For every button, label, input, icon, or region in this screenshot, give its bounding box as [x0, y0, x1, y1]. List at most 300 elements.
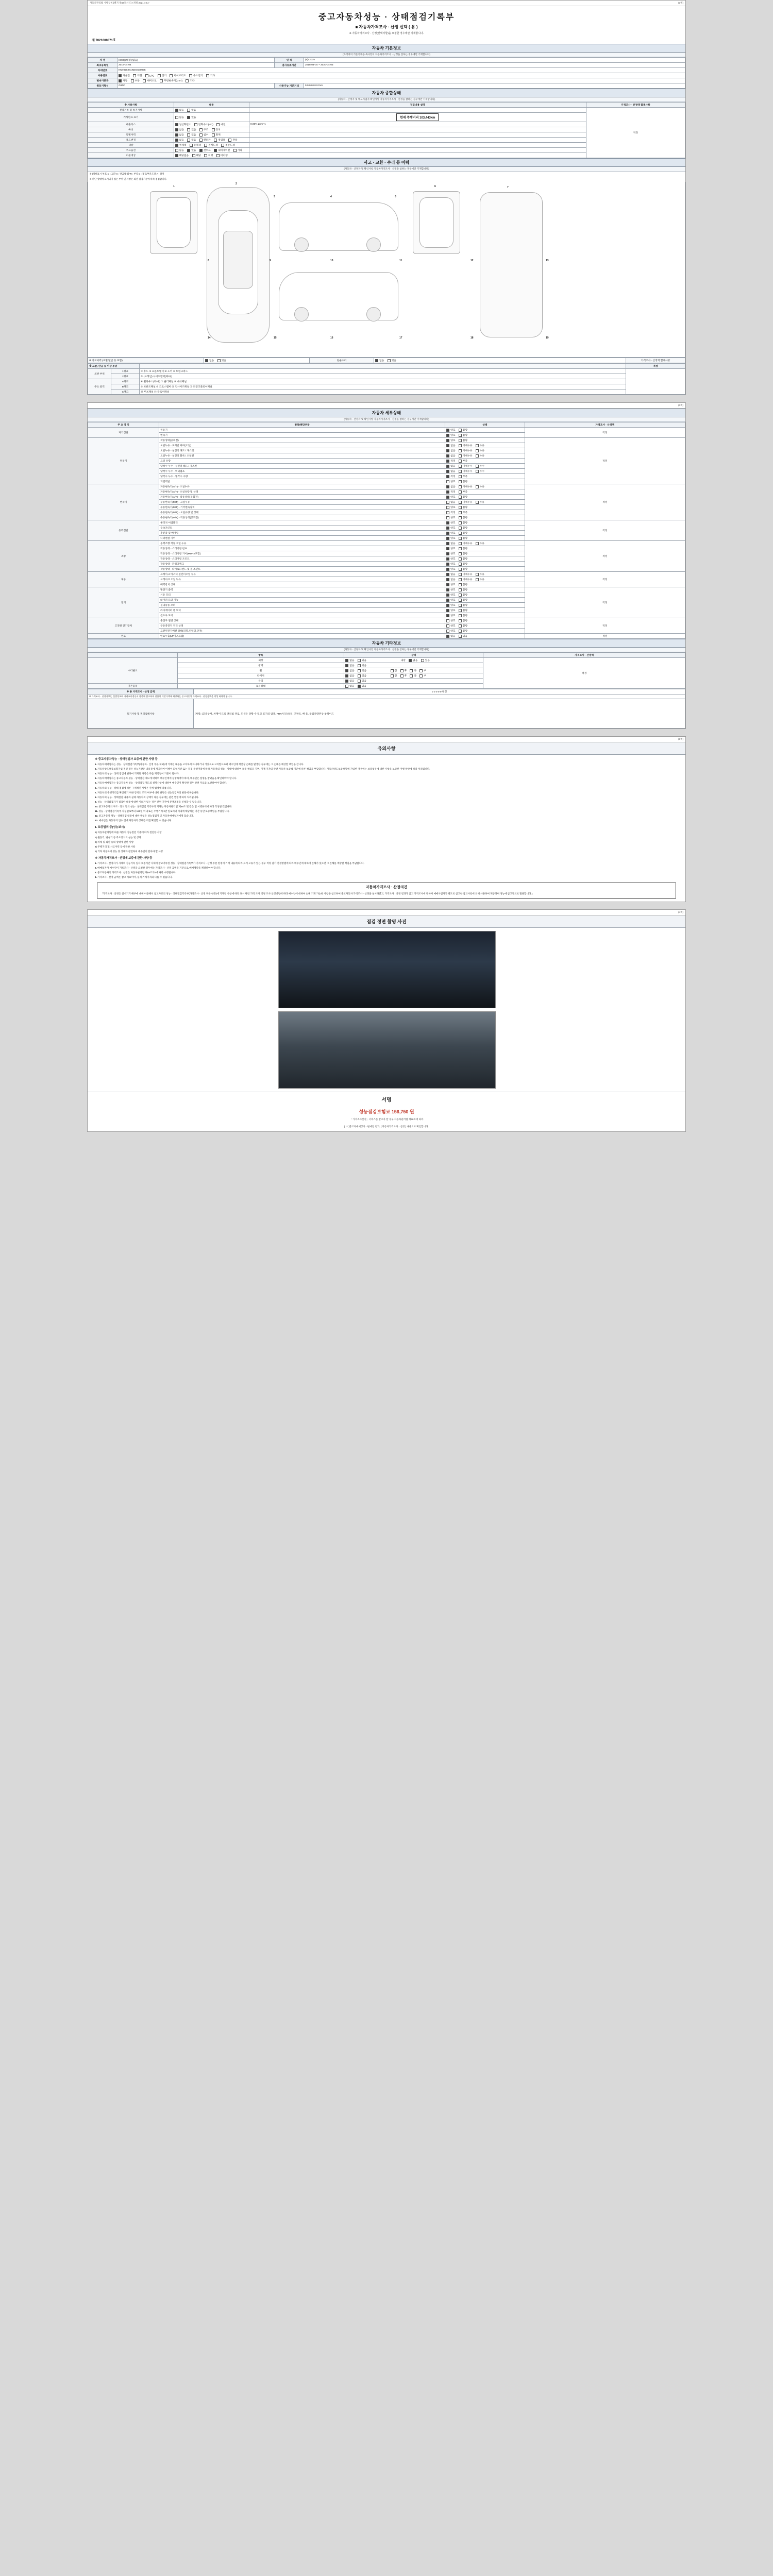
diagram-number-15: 15 [274, 336, 277, 340]
option-opt-none[interactable]: 없음 [175, 148, 184, 152]
state-none[interactable]: 없음 [446, 500, 455, 504]
car-under-view [480, 192, 543, 337]
state-bad[interactable]: 불량 [459, 624, 467, 628]
state-low[interactable]: 부족 [459, 474, 467, 478]
table-row [88, 369, 685, 374]
detail-item-4-4: 작동상태 - 파워크랭크 [159, 562, 445, 567]
state-bad[interactable]: 불량 [459, 598, 467, 602]
table-row [88, 438, 685, 443]
detail-state-7-1 [445, 623, 525, 629]
mileage-opt-none[interactable]: 없음 [175, 115, 184, 119]
state-yes[interactable]: 있음 [459, 634, 467, 638]
detail-item-2-5: 수동변속기(M/T) - 오일유량 및 상태 [159, 510, 445, 515]
special-sub-flood[interactable]: 침수 [199, 133, 208, 137]
fuel-option-gasoline[interactable]: 가솔린 [119, 74, 130, 77]
diagram-number-8: 8 [208, 259, 209, 262]
tuning-opt-none[interactable]: 없음 [175, 128, 184, 131]
table-row [88, 428, 685, 433]
detail-price-7: 적정 [525, 618, 685, 634]
detail-price-8: 적정 [525, 634, 685, 639]
state-bad[interactable]: 불량 [459, 588, 467, 591]
section-basic-title: 자동차 기본정보 [88, 44, 685, 53]
detail-col-main: 주 요 장 치 [88, 422, 159, 428]
state-good[interactable]: 양호 [446, 536, 455, 540]
recall-opt-na[interactable]: 해당없음 [175, 154, 189, 157]
tuning-sub-device[interactable]: 장치 [212, 128, 221, 131]
basic-label2-0: 연 식 [275, 58, 304, 63]
detail-price-6: 적정 [525, 587, 685, 618]
state-bad[interactable]: 불량 [459, 552, 467, 555]
state-leak[interactable]: 누유 [476, 578, 484, 581]
emission-smoke[interactable]: 매연 [216, 123, 225, 126]
detail-state-table [88, 422, 685, 639]
notice-sub-1: 2) 원동기, 변속기 등 주요장치의 성능 및 상태 [95, 836, 141, 839]
state-bad[interactable]: 불량 [459, 603, 467, 607]
trans-option-manual[interactable]: 수동 [131, 79, 140, 82]
accident-legend-2: ※ 하단 상태에 표기되지 않은 부위 및 사항은 외관 점검기준에 따라 점검합니다. [90, 178, 167, 180]
usechange-sub-gov[interactable]: 관용 [228, 138, 237, 142]
basic-label-1: 최초등록일 [88, 63, 117, 68]
notice-item-10: 11. 성능 · 상태점검기록부 작성일로부터 120일 이내 또는 주행거리 2만 킬로미터 이내에 해당하는 기간 동안 보증책임을 부담합니다. [95, 810, 230, 813]
int-none[interactable]: 없음 [409, 658, 417, 662]
state-bad[interactable]: 불량 [459, 619, 467, 622]
detail-price-0: 적정 [525, 428, 685, 438]
diagram-number-2: 2 [236, 182, 237, 185]
state-bad[interactable]: 불량 [459, 428, 467, 432]
rank-label-1: 2랭크 [111, 374, 140, 379]
state-good[interactable]: 양호 [446, 433, 455, 437]
state-bad[interactable]: 불량 [459, 480, 467, 483]
state-micro[interactable]: 미세누유 [459, 541, 473, 545]
detail-state-3-0 [445, 520, 525, 526]
emission-hc[interactable]: 탄화수소(HC) [194, 123, 213, 126]
special-opt-none[interactable]: 없음 [175, 133, 184, 137]
state-leak[interactable]: 누유 [476, 500, 484, 504]
notice-item2-3: 4. 가격조사 · 산정 금액은 참고 자료이며, 실제 거래가격과 다를 수 있습니다. [95, 876, 173, 879]
detail-group-6: 전기 [88, 587, 159, 618]
state-good[interactable]: 양호 [446, 598, 455, 602]
basic-label-5: 원동기형식 [88, 83, 117, 89]
state-none[interactable]: 없음 [446, 578, 455, 581]
state-good[interactable]: 양호 [446, 583, 455, 586]
notice-item2-2: 3. 중고자동차의 가격조사 · 산정은 자동차관리법 제58조의4에 따라 수행됩니다. [95, 871, 176, 874]
notice-header-bar [88, 737, 685, 742]
wheel-front[interactable]: 전 [391, 669, 397, 672]
detail-state-2-4 [445, 505, 525, 510]
color-opt-achromatic[interactable]: 무채색 [175, 143, 187, 147]
car-rear-body [419, 197, 453, 248]
state-good[interactable]: 양호 [446, 619, 455, 622]
notice-item-7: 8. 자동차의 성능 · 상태점검 내용과 실제 자동차의 상태가 다른 경우에는 관련 법령에 따라 처리됩니다. [95, 795, 199, 799]
rank-label-3: B랭크 [111, 384, 140, 389]
detail-item-6-1: 시동 모터 [159, 592, 445, 598]
table-row [88, 358, 685, 363]
document-number-label: 제 [92, 39, 95, 42]
table-header-row [88, 103, 685, 108]
basic-label2-1: 검사유효기간 [275, 63, 304, 68]
color-sub-full[interactable]: 전체도색 [204, 143, 218, 147]
wheel-rear[interactable]: 후 [400, 669, 407, 672]
state-good[interactable]: 양호 [446, 531, 455, 535]
state-none[interactable]: 없음 [446, 454, 455, 457]
overall-item-0: 전점기록 및 특기사항 [88, 108, 174, 113]
state-ok[interactable]: 적정 [446, 459, 455, 463]
usechange-opt-none[interactable]: 없음 [175, 138, 184, 142]
accident-none[interactable]: 없음 [205, 359, 214, 362]
detail-state-4-4 [445, 562, 525, 567]
state-none[interactable]: 없음 [446, 572, 455, 576]
state-good[interactable]: 양호 [446, 480, 455, 483]
section-accident-sub: (자동차 · 산정자 및 확인사항 자동차가격조사 · 산정을 참하는 경우에만 기재합니다) [88, 167, 685, 172]
detail-price-1: 적정 [525, 438, 685, 484]
notice-section-2: ※ 자동차가격조사 · 산정에 보증에 관한 사항 등 [95, 856, 153, 860]
detail-item-7-2: 고전원전기배선 상태(피복,커넥터,단자) [159, 629, 445, 634]
transmission-options [117, 78, 685, 83]
overall-opt-none[interactable]: 없음 [175, 108, 184, 112]
photo-front-image [278, 931, 496, 1008]
table-row [88, 374, 685, 379]
wheel-left[interactable]: 좌 [410, 669, 416, 672]
state-leak[interactable]: 누유 [476, 541, 484, 545]
document-number-row [88, 36, 685, 44]
tire-right[interactable]: 우 [419, 674, 426, 677]
state-bad[interactable]: 불량 [459, 608, 467, 612]
diagram-number-11: 11 [399, 259, 402, 262]
state-none[interactable]: 없음 [446, 485, 455, 488]
detail-state-5-0 [445, 572, 525, 577]
state-good[interactable]: 양호 [446, 495, 455, 499]
notice-sub-2: 3) 차체 및 외판 등의 상태에 관한 사항 [95, 840, 134, 843]
car-roof [223, 231, 253, 289]
tuning-sub-structure[interactable]: 구조 [199, 128, 208, 131]
emission-co[interactable]: 일산화탄소 [175, 123, 191, 126]
diagram-number-13: 13 [546, 259, 549, 262]
state-none[interactable]: 없음 [446, 541, 455, 545]
tire-none[interactable]: 없음 [345, 674, 354, 677]
notice-item-0: 1. 자동차매매업자는 성능 · 상태점검기록부(자동차 · 산정 부분 제외)에 기재된 내용을 고지하지 아니하거나 거짓으로 고지함으로써 매수인에 재산상 손해를 발생한 경우에는 그 손해를 배상할 책임을 갑니다. [95, 763, 304, 766]
state-micro[interactable]: 미세누유 [459, 454, 473, 457]
state-none[interactable]: 없음 [446, 634, 455, 638]
state-bad[interactable]: 불량 [459, 438, 467, 442]
detail-state-6-5 [445, 613, 525, 618]
state-micro[interactable]: 미세누유 [459, 444, 473, 447]
state-bad[interactable]: 불량 [459, 521, 467, 524]
other-state-polish [344, 663, 483, 668]
notice-item-12: 13. 매수인은 자동차의 인수 전에 자동차의 상태를 직접 확인할 수 있습니다. [95, 819, 172, 822]
option-opt-yes[interactable]: 있음 [187, 148, 196, 152]
state-good[interactable]: 양호 [446, 428, 455, 432]
basic-yes[interactable]: 있음 [358, 684, 366, 688]
state-none[interactable]: 없음 [446, 444, 455, 447]
detail-state-7-0 [445, 618, 525, 623]
state-good[interactable]: 양호 [446, 438, 455, 442]
state-leak[interactable]: 누유 [476, 572, 484, 576]
detail-state-6-2 [445, 598, 525, 603]
overall-opts-8 [174, 153, 249, 158]
table-header-row [88, 653, 685, 658]
fuel-option-electric[interactable]: 전기 [158, 74, 166, 77]
tire-yes[interactable]: 있음 [358, 674, 366, 677]
option-sub-sunroof[interactable]: 선루프 [199, 148, 211, 152]
state-bad[interactable]: 불량 [459, 547, 467, 550]
special-opt-yes[interactable]: 있음 [187, 133, 196, 137]
detail-item-6-4: 라디에이터 팬 모터 [159, 608, 445, 613]
detail-col-item: 항목/해당부품 [159, 422, 445, 428]
state-bad[interactable]: 불량 [459, 536, 467, 540]
fuel-option-diesel[interactable]: 디젤 [133, 74, 142, 77]
state-micro[interactable]: 미세누유 [459, 485, 473, 488]
recall-sub-notdone[interactable]: 미이행 [216, 154, 228, 157]
table-row [88, 689, 685, 694]
frame-group-label: 주요 골격 [88, 379, 111, 395]
state-ok[interactable]: 적정 [446, 490, 455, 494]
state-bad[interactable]: 불량 [459, 583, 467, 586]
accident-detail-price: 적정 [626, 364, 685, 369]
state-low[interactable]: 부족 [459, 459, 467, 463]
footer-note-1: 「 가격조사산정」서비스를 받고자 할 경우 자동차관리법 제58조에 따라 [349, 1117, 424, 1121]
usechange-sub-business[interactable]: 영업용 [214, 138, 225, 142]
basic-none[interactable]: 없음 [345, 684, 354, 688]
state-micro[interactable]: 미세누수 [459, 469, 473, 473]
accident-detail-title: ※ 교환, 판금 등 이상 부위 [88, 364, 140, 369]
usechange-opt-yes[interactable]: 있음 [187, 138, 196, 142]
state-bad[interactable]: 불량 [459, 531, 467, 535]
detail-item-1-6: 냉각수 누수 - 워터펌프 [159, 469, 445, 474]
diagram-number-6: 6 [434, 185, 436, 188]
state-good[interactable]: 양호 [446, 629, 455, 633]
detail-state-1-8 [445, 479, 525, 484]
detail-state-4-1 [445, 546, 525, 551]
state-bad[interactable]: 불량 [459, 495, 467, 499]
diagram-number-1: 1 [173, 185, 175, 188]
overall-opts-4 [174, 132, 249, 138]
trans-option-cvt[interactable]: 무단변속기(CVT) [160, 79, 182, 82]
diagram-number-19: 19 [546, 336, 549, 340]
overall-col-item: ※ 사용사항 [88, 103, 174, 108]
state-bad[interactable]: 불량 [459, 567, 467, 571]
basic-label-4: 변속기종류 [88, 78, 117, 83]
color-sub-partial[interactable]: 부분도색 [221, 143, 235, 147]
inspection-fee-unit: 원 [409, 1109, 414, 1114]
state-bad[interactable]: 불량 [459, 562, 467, 566]
tuning-opt-yes[interactable]: 있음 [187, 128, 196, 131]
detail-state-4-2 [445, 551, 525, 556]
table-row [88, 384, 685, 389]
detail-state-1-3 [445, 453, 525, 459]
accident-history-label: ※ 사고이력 (교환/판금 등 포함) [88, 358, 204, 363]
simple-none[interactable]: 없음 [375, 359, 384, 362]
state-good[interactable]: 양호 [446, 557, 455, 561]
detail-state-0-0 [445, 428, 525, 433]
detail-state-7-2 [445, 629, 525, 634]
accident-summary-table [88, 358, 685, 363]
accident-yes[interactable]: 있음 [217, 359, 226, 362]
summary-amount: 0 0 0 0 0 원정 [194, 689, 685, 694]
detail-state-2-0 [445, 484, 525, 489]
fuel-option-hydrogen[interactable]: 수소전기 [189, 74, 203, 77]
state-leak[interactable]: 누유 [476, 449, 484, 452]
state-ok[interactable]: 적정 [446, 474, 455, 478]
state-bad[interactable]: 불량 [459, 526, 467, 530]
state-good[interactable]: 양호 [446, 505, 455, 509]
tire-left[interactable]: 좌 [410, 674, 416, 677]
rank-items-0: ① 후드 ② 프론트휀더 ③ 도어 ④ 트렁크리드 [140, 369, 626, 374]
detail-item-0-1: 변속기 [159, 433, 445, 438]
diagram-number-17: 17 [399, 336, 402, 340]
overall-detail-7 [249, 148, 586, 153]
state-bad[interactable]: 불량 [459, 629, 467, 633]
state-leak[interactable]: 누유 [476, 444, 484, 447]
car-wheel-fl [294, 238, 309, 252]
detail-col-state: 상태 [445, 422, 525, 428]
state-leak[interactable]: 누수 [476, 464, 484, 468]
state-good[interactable]: 양호 [446, 516, 455, 519]
table-row [88, 68, 685, 73]
int-yes[interactable]: 있음 [421, 658, 430, 662]
trans-option-semi[interactable]: 세미오토 [143, 79, 157, 82]
option-sub-navi[interactable]: 내비게이션 [214, 148, 230, 152]
overall-opts-6 [174, 143, 249, 148]
detail-group-5: 제동 [88, 572, 159, 587]
state-good[interactable]: 양호 [446, 521, 455, 524]
recall-sub-done[interactable]: 이행 [204, 154, 213, 157]
detail-state-1-2 [445, 448, 525, 453]
detail-state-2-1 [445, 489, 525, 495]
other-item-glass: 유리 [177, 679, 344, 684]
notice-section-1: ※ 중고자동차성능 · 상태점검자 보증에 관한 사항 등 [95, 758, 158, 761]
state-bad[interactable]: 불량 [459, 505, 467, 509]
overall-opts-5 [174, 138, 249, 143]
state-micro[interactable]: 미세누수 [459, 464, 473, 468]
fuel-option-hybrid[interactable]: 하이브리드 [170, 74, 186, 77]
state-low[interactable]: 부족 [459, 511, 467, 514]
state-good[interactable]: 양호 [446, 552, 455, 555]
state-micro[interactable]: 미세누유 [459, 572, 473, 576]
state-good[interactable]: 양호 [446, 608, 455, 612]
state-bad[interactable]: 불량 [459, 614, 467, 617]
car-wheel-fr [294, 307, 309, 321]
car-wheel-rr [366, 307, 381, 321]
detail-state-1-0 [445, 438, 525, 443]
detail-item-6-5: 윈도우 모터 [159, 613, 445, 618]
detail-item-2-3: 수동변속기(M/T) - 오일누유 [159, 500, 445, 505]
detail-group-0: 자기진단 [88, 428, 159, 438]
page-number: (3쪽) [678, 2, 683, 4]
notice-item2-1: 2. 매매업자가 매수인이 기록조사 · 산정을 요청한 경우에는 가격조사 · 산정 금액을 기준으로 매매계약을 체결하여야 합니다. [95, 867, 221, 870]
trans-option-auto[interactable]: 자동 [119, 79, 127, 82]
state-leak[interactable]: 누유 [476, 485, 484, 488]
polish-yes[interactable]: 있음 [358, 664, 366, 667]
detail-item-3-1: 등속조인트 [159, 526, 445, 531]
wheel-none[interactable]: 없음 [345, 669, 354, 672]
recall-opt-yes[interactable]: 해당 [192, 154, 201, 157]
detail-state-3-3 [445, 536, 525, 541]
wheel-yes[interactable]: 있음 [358, 669, 366, 672]
wheel-right[interactable]: 우 [419, 669, 426, 672]
state-good[interactable]: 양호 [446, 624, 455, 628]
rank-label-2: A랭크 [111, 379, 140, 384]
trans-option-other[interactable]: 기타 [186, 79, 194, 82]
state-bad[interactable]: 불량 [459, 593, 467, 597]
usechange-sub-rent[interactable]: 렌터카 [199, 138, 211, 142]
overall-item-2: 배출가스 [88, 122, 174, 127]
state-good[interactable]: 양호 [446, 547, 455, 550]
basic-value-5: G6DP [117, 83, 275, 89]
accident-price-label: 가격조사 · 산정액 합계사항 [626, 358, 685, 363]
notice-sub-3: 4) 주행거리 및 사고이력 등에 관한 사항 [95, 845, 136, 848]
state-good[interactable]: 양호 [446, 614, 455, 617]
overall-item-6: 색상 [88, 143, 174, 148]
mileage-opt-yes[interactable]: 있음 [187, 115, 196, 119]
detail-state-2-5 [445, 510, 525, 515]
section-overall-title: 자동차 종합상태 [88, 89, 685, 97]
ext-yes[interactable]: 있음 [358, 658, 366, 662]
section-accident-title: 사고 · 교환 · 수리 등 이력 [88, 158, 685, 167]
detail-item-4-0: 동력조향 작동 오일 누유 [159, 541, 445, 546]
state-low[interactable]: 부족 [459, 490, 467, 494]
detail-group-3: 동력전달 [88, 520, 159, 541]
state-good[interactable]: 양호 [446, 603, 455, 607]
special-sub-fire[interactable]: 화재 [212, 133, 221, 137]
state-bad[interactable]: 불량 [459, 433, 467, 437]
fuel-option-lpg[interactable]: LPG [145, 74, 155, 77]
ext-none[interactable]: 없음 [345, 658, 354, 662]
simple-repair-label: 단순수리 [310, 358, 374, 363]
form-legal-ref: 자동차관리법 시행규칙 [별지 제82호서식] <개정 2021.7.6.> [90, 2, 150, 4]
state-micro[interactable]: 미세누유 [459, 500, 473, 504]
state-good[interactable]: 양호 [446, 526, 455, 530]
overall-opt-yes[interactable]: 있음 [187, 108, 196, 112]
state-micro[interactable]: 미세누유 [459, 449, 473, 452]
state-good[interactable]: 양호 [446, 593, 455, 597]
state-none[interactable]: 없음 [446, 449, 455, 452]
state-bad[interactable]: 불량 [459, 516, 467, 519]
detail-state-0-1 [445, 433, 525, 438]
state-none[interactable]: 없음 [446, 464, 455, 468]
state-ok[interactable]: 적정 [446, 511, 455, 514]
fuel-option-other[interactable]: 기타 [206, 74, 215, 77]
accident-detail-price-cell [626, 369, 685, 395]
color-opt-chromatic[interactable]: 유채색 [190, 143, 201, 147]
basic-value2-0: (5)x2075 [304, 58, 685, 63]
detail-item-0-0: 원동기 [159, 428, 445, 433]
photos-title: 점검 정면 촬영 사진 [88, 916, 685, 928]
state-leak[interactable]: 누수 [476, 469, 484, 473]
state-good[interactable]: 양호 [446, 562, 455, 566]
notice-item-4: 5. 자동차매매업자는 중고자동차 성능 · 상태점검 제도의 설명사항에 대하여 매수인이 확인한 경우 관련 자료를 보관하여야 합니다. [95, 782, 227, 785]
state-bad[interactable]: 불량 [459, 557, 467, 561]
simple-yes[interactable]: 있음 [388, 359, 396, 362]
detail-item-1-2: 오일누유 - 실린더 헤드 / 개스킷 [159, 448, 445, 453]
glass-none[interactable]: 없음 [345, 679, 354, 683]
detail-state-5-1 [445, 577, 525, 582]
tire-front[interactable]: 전 [391, 674, 397, 677]
diagram-number-12: 12 [470, 259, 474, 262]
state-good[interactable]: 양호 [446, 567, 455, 571]
polish-none[interactable]: 없음 [345, 664, 354, 667]
detail-state-6-0 [445, 587, 525, 592]
state-good[interactable]: 양호 [446, 588, 455, 591]
state-leak[interactable]: 누유 [476, 454, 484, 457]
sheet-basic-info [87, 0, 686, 395]
state-micro[interactable]: 미세누유 [459, 578, 473, 581]
option-sub-etc[interactable]: 기타 [233, 148, 242, 152]
tire-rear[interactable]: 후 [400, 674, 407, 677]
glass-yes[interactable]: 있음 [358, 679, 366, 683]
state-none[interactable]: 없음 [446, 469, 455, 473]
basic-value2-5: 0 0 0 0 0 0 0 km [304, 83, 685, 89]
table-row [88, 634, 685, 639]
